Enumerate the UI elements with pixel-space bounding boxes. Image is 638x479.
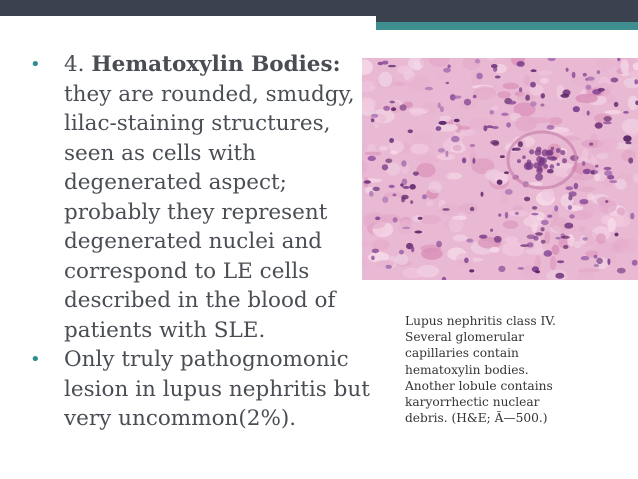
nucleus <box>438 103 441 109</box>
caption-line: debris. (H&E; Ã—500.) <box>405 411 548 426</box>
nucleus <box>607 259 610 265</box>
nucleus <box>401 195 408 200</box>
nucleus <box>446 82 450 84</box>
hematoxylin-body <box>529 149 534 154</box>
nucleus <box>532 206 537 210</box>
nucleus <box>498 214 501 217</box>
nucleus <box>382 164 388 170</box>
nucleus <box>517 61 525 67</box>
nucleus <box>492 141 499 146</box>
nucleus <box>615 233 619 237</box>
hematoxylin-body <box>517 159 521 163</box>
tissue-patch <box>608 218 616 233</box>
nucleus <box>470 207 474 211</box>
bullet-list <box>30 50 370 434</box>
nucleus <box>598 88 605 92</box>
nucleus <box>501 113 509 116</box>
tissue-patch <box>390 150 397 154</box>
nucleus <box>535 232 543 235</box>
nucleus <box>581 256 590 260</box>
hematoxylin-body <box>547 150 553 156</box>
bullet-hematoxylin-bodies <box>30 50 370 345</box>
nucleus <box>388 65 396 67</box>
tissue-patch <box>540 78 549 84</box>
nucleus <box>555 237 561 240</box>
tissue-patch <box>437 73 448 79</box>
bullet-line: Only truly pathognomonic <box>64 347 349 372</box>
tissue-patch <box>596 58 615 70</box>
nucleus <box>530 82 536 88</box>
bullet-line: lesion in lupus nephritis but <box>64 376 370 402</box>
tissue-patch <box>596 233 606 244</box>
header-bar <box>0 0 638 30</box>
nucleus <box>557 260 564 263</box>
tissue-patch <box>572 175 594 181</box>
nucleus <box>505 212 508 219</box>
nucleus <box>475 59 480 64</box>
nucleus <box>541 240 546 244</box>
nucleus <box>586 85 592 90</box>
hematoxylin-body <box>562 158 567 163</box>
bullet-line: correspond to LE cells <box>64 258 310 284</box>
nucleus <box>375 217 380 221</box>
bullet-heading: Hematoxylin Bodies: <box>91 52 341 77</box>
hematoxylin-body <box>543 164 548 169</box>
nucleus <box>443 68 451 73</box>
nucleus <box>520 244 529 247</box>
nucleus <box>371 256 375 261</box>
tissue-patch <box>410 144 429 155</box>
nucleus <box>493 67 497 72</box>
nucleus <box>595 165 599 168</box>
nucleus <box>495 76 501 79</box>
nucleus <box>531 69 537 72</box>
nucleus <box>589 143 593 146</box>
nucleus <box>498 266 505 272</box>
nucleus <box>519 87 522 92</box>
bullet-line: very uncommon(2%). <box>64 406 297 431</box>
nucleus <box>490 229 493 232</box>
tissue-patch <box>395 254 408 265</box>
bullet-pathognomonic <box>30 345 370 434</box>
tissue-patch <box>578 268 600 273</box>
tissue-patch <box>410 107 424 116</box>
tissue-patch <box>627 238 636 254</box>
nucleus <box>625 142 631 145</box>
nucleus <box>466 239 473 243</box>
nucleus <box>579 199 588 204</box>
bullet-line: lilac-staining structures, <box>64 111 331 136</box>
nucleus <box>399 250 404 255</box>
bullet-line: they are rounded, smudgy, <box>64 81 355 107</box>
nucleus <box>393 194 397 197</box>
tissue-patch <box>426 201 434 206</box>
nucleus <box>383 106 390 111</box>
caption-line: hematoxylin bodies. <box>405 362 529 377</box>
nucleus <box>489 110 494 114</box>
tissue-patch <box>552 245 560 255</box>
nucleus <box>411 246 414 252</box>
hematoxylin-body <box>535 173 543 181</box>
nucleus <box>525 95 530 101</box>
nucleus <box>462 158 466 164</box>
nucleus <box>408 129 413 133</box>
nucleus <box>504 171 509 174</box>
nucleus <box>402 227 410 229</box>
nucleus <box>470 144 476 147</box>
nucleus <box>445 151 448 157</box>
tissue-patch <box>503 220 518 229</box>
tissue-patch <box>423 102 440 114</box>
nucleus <box>440 106 444 112</box>
nucleus <box>555 273 564 279</box>
nucleus <box>573 106 580 112</box>
histology-photo <box>362 58 638 280</box>
nucleus <box>372 249 379 254</box>
nucleus <box>500 155 505 158</box>
nucleus <box>464 258 469 264</box>
nucleus <box>451 136 460 142</box>
tissue-patch <box>397 66 412 75</box>
nucleus <box>385 265 392 269</box>
nucleus <box>413 172 419 176</box>
nucleus <box>518 141 523 147</box>
hematoxylin-body <box>535 149 542 156</box>
nucleus <box>481 192 484 197</box>
nucleus <box>369 191 374 197</box>
nucleus <box>373 187 380 191</box>
bullet-line: seen as cells with <box>64 140 256 166</box>
nucleus <box>604 167 612 170</box>
nucleus <box>371 118 374 122</box>
nucleus <box>469 269 474 272</box>
tissue-patch <box>411 132 433 144</box>
caption-line: Lupus nephritis class IV. <box>405 314 556 328</box>
nucleus <box>594 255 598 259</box>
nucleus <box>389 101 395 104</box>
nucleus <box>436 126 442 131</box>
nucleus <box>617 268 626 274</box>
nucleus <box>568 205 572 210</box>
hematoxylin-body <box>536 167 543 174</box>
tissue-patch <box>428 181 442 193</box>
tissue-patch <box>620 59 628 73</box>
histology-image <box>362 58 638 280</box>
tissue-patch <box>379 146 388 151</box>
figure-caption <box>405 313 605 426</box>
nucleus <box>623 135 631 142</box>
hematoxylin-body <box>556 148 561 153</box>
nucleus <box>547 215 552 218</box>
bullet-dot: • <box>30 349 41 370</box>
nucleus <box>541 93 545 98</box>
nucleus <box>400 104 407 110</box>
nucleus <box>603 122 612 125</box>
bullet-dot: • <box>30 54 41 75</box>
caption-line: karyorrhectic nuclear <box>405 395 540 410</box>
nucleus <box>402 179 408 186</box>
nucleus <box>554 205 558 211</box>
nucleus <box>418 217 423 220</box>
tissue-patch <box>502 242 524 257</box>
nucleus <box>410 184 416 190</box>
nucleus <box>518 267 525 270</box>
bullet-line: described in the blood of <box>64 288 336 313</box>
nucleus <box>587 111 590 116</box>
bullet-line: degenerated nuclei and <box>64 229 323 254</box>
nucleus <box>574 183 579 189</box>
nucleus <box>507 101 516 105</box>
tissue-patch <box>596 153 608 159</box>
tissue-patch <box>503 83 519 90</box>
nucleus <box>604 170 612 176</box>
header-white-cut <box>0 16 376 30</box>
bullet-line: patients with SLE. <box>64 317 266 343</box>
tissue-patch <box>440 116 452 122</box>
tissue-patch <box>598 138 618 152</box>
tissue-patch <box>449 217 464 232</box>
tissue-patch <box>365 152 382 156</box>
nucleus <box>454 119 460 123</box>
nucleus <box>425 87 433 90</box>
tissue-patch <box>582 149 588 162</box>
tissue-patch <box>524 75 531 86</box>
nucleus <box>515 212 519 215</box>
hematoxylin-body <box>547 156 551 160</box>
nucleus <box>439 121 447 125</box>
tissue-patch <box>421 248 443 260</box>
bullet-line: probably they represent <box>64 199 328 225</box>
nucleus <box>547 125 555 130</box>
nucleus <box>454 96 462 99</box>
nucleus <box>594 264 599 267</box>
nucleus <box>531 213 538 216</box>
nucleus <box>623 111 629 114</box>
bullet-line: degenerated aspect; <box>64 170 287 195</box>
hematoxylin-body <box>551 156 554 159</box>
nucleus <box>583 73 587 77</box>
nucleus <box>609 180 617 183</box>
nucleus <box>472 158 475 164</box>
nucleus <box>541 227 545 231</box>
nucleus <box>605 200 608 203</box>
caption-line: capillaries contain <box>405 346 519 361</box>
tissue-patch <box>380 214 401 223</box>
nucleus <box>564 223 573 229</box>
tissue-patch <box>587 194 595 201</box>
nucleus <box>572 72 576 78</box>
nucleus <box>611 78 619 83</box>
nucleus <box>497 180 503 185</box>
nucleus <box>632 260 638 266</box>
nucleus <box>591 170 595 174</box>
nucleus <box>473 95 477 99</box>
nucleus <box>524 197 530 202</box>
nucleus <box>535 270 540 273</box>
tissue-patch <box>615 179 627 190</box>
nucleus <box>596 258 603 264</box>
tissue-patch <box>579 226 586 231</box>
nucleus <box>560 94 569 98</box>
nucleus <box>436 241 442 248</box>
nucleus <box>595 122 603 128</box>
tissue-patch <box>550 256 556 270</box>
nucleus <box>410 200 413 204</box>
hematoxylin-body <box>526 163 530 167</box>
hematoxylin-body <box>522 155 526 159</box>
nucleus <box>401 160 406 167</box>
nucleus <box>547 169 554 173</box>
tissue-patch <box>515 116 537 132</box>
tissue-patch <box>549 117 563 125</box>
nucleus <box>382 196 388 203</box>
tissue-patch <box>605 110 622 114</box>
nucleus <box>630 213 634 220</box>
tissue-patch <box>416 163 435 177</box>
nucleus <box>486 125 493 128</box>
tissue-patch <box>629 128 638 138</box>
nucleus <box>364 180 371 184</box>
nucleus <box>544 250 553 257</box>
hematoxylin-body <box>550 164 555 169</box>
nucleus <box>541 220 549 225</box>
tissue-patch <box>386 163 400 176</box>
caption-line: Several glomerular <box>405 330 524 345</box>
nucleus <box>527 235 536 240</box>
tissue-patch <box>470 275 481 279</box>
hematoxylin-body <box>539 157 545 163</box>
nucleus <box>371 114 378 118</box>
nucleus <box>561 236 570 239</box>
nucleus <box>505 189 513 195</box>
nucleus <box>530 101 536 106</box>
nucleus <box>634 79 638 84</box>
nucleus <box>628 158 633 164</box>
tissue-patch <box>459 203 478 214</box>
nucleus <box>391 107 396 111</box>
tissue-patch <box>453 145 462 151</box>
tissue-patch <box>491 106 498 111</box>
nucleus <box>566 186 574 190</box>
nucleus <box>414 231 422 234</box>
nucleus <box>389 138 394 143</box>
nucleus <box>569 214 575 218</box>
nucleus <box>479 235 487 239</box>
hematoxylin-body <box>557 163 560 166</box>
nucleus <box>614 102 619 107</box>
nucleus <box>506 122 511 127</box>
nucleus <box>540 104 544 107</box>
bullet-number: 4. <box>64 52 92 77</box>
tissue-patch <box>497 91 510 98</box>
nucleus <box>582 161 586 166</box>
nucleus <box>422 194 427 199</box>
nucleus <box>389 185 395 188</box>
tissue-patch <box>379 72 393 87</box>
tissue-patch <box>538 70 552 75</box>
tissue-patch <box>590 133 598 139</box>
tissue-patch <box>402 268 424 279</box>
tissue-patch <box>541 188 554 202</box>
nucleus <box>494 236 502 243</box>
nucleus <box>447 65 450 69</box>
tissue-patch <box>585 204 603 216</box>
nucleus <box>582 237 587 241</box>
nucleus <box>597 70 601 74</box>
nucleus <box>566 68 569 72</box>
nucleus <box>403 186 410 189</box>
tissue-patch <box>490 247 500 253</box>
nucleus <box>385 159 392 164</box>
nucleus <box>442 208 450 211</box>
nucleus <box>368 156 376 161</box>
nucleus <box>476 73 483 80</box>
hematoxylin-body <box>560 150 565 155</box>
nucleus <box>604 116 612 122</box>
nucleus <box>563 245 568 249</box>
nucleus <box>587 77 595 81</box>
caption-line: Another lobule contains <box>405 378 553 393</box>
hematoxylin-body <box>527 160 531 164</box>
nucleus <box>464 99 471 106</box>
nucleus <box>393 217 398 222</box>
tissue-patch <box>474 86 496 100</box>
nucleus <box>569 191 577 196</box>
nucleus <box>382 61 388 65</box>
nucleus <box>438 148 445 153</box>
tissue-patch <box>453 234 468 241</box>
